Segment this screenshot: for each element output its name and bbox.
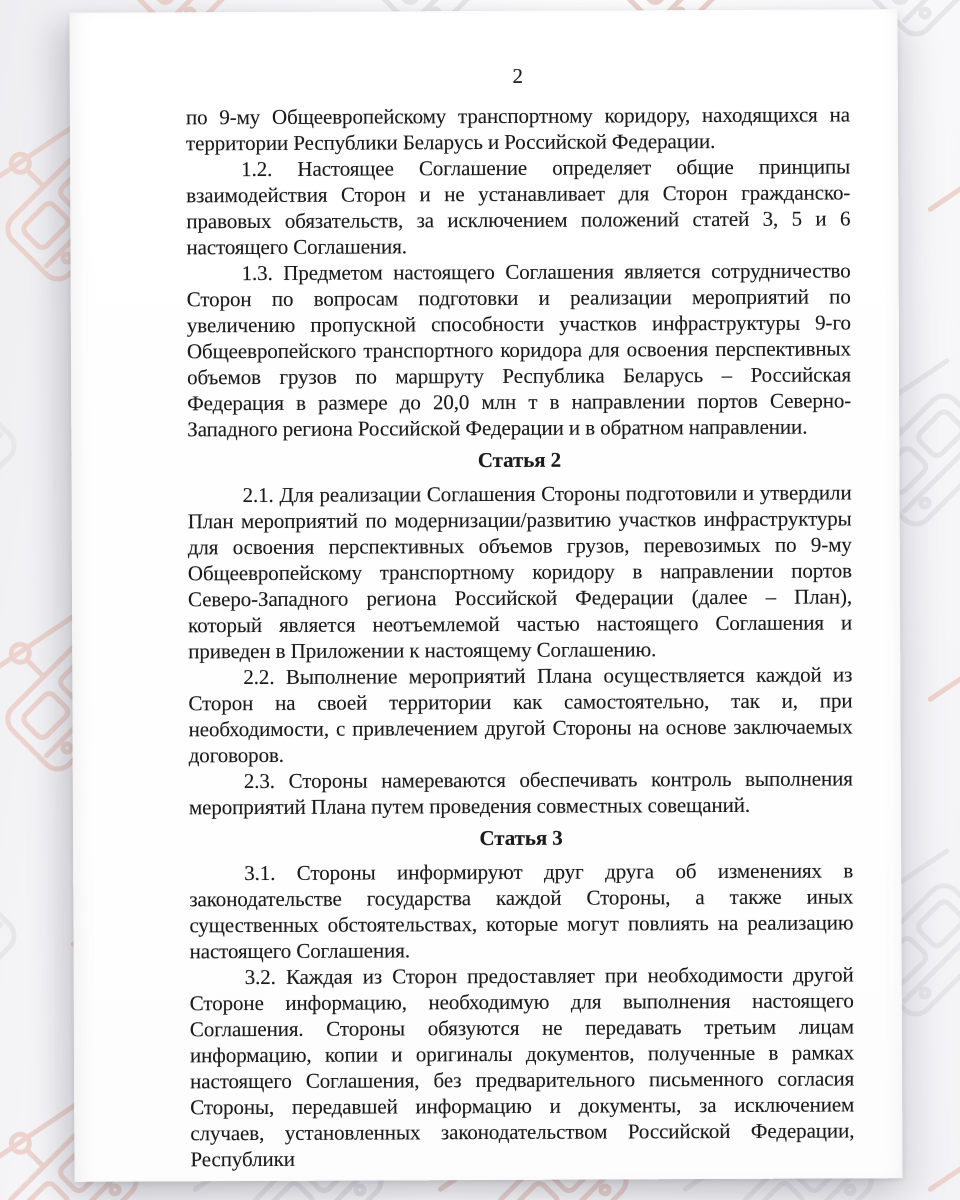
document-page bbox=[69, 9, 902, 1182]
paragraph-3-1: 3.1. Стороны информируют друг друга об изменениях в законодательстве государства каждой Стороны, а также иных существенных обстоятельствах, которые могут повлиять на реализацию настоящего Соглашения. bbox=[189, 858, 854, 964]
heading-article-3: Статья 3 bbox=[479, 825, 563, 851]
paragraph-2-2: 2.2. Выполнение мероприятий Плана осуществляется каждой из Сторон на своей территории как самостоятельно, так и, при необходимости, с привлечением другой Стороны на основе заключаемых договоров. bbox=[188, 662, 853, 768]
paragraph-1-2: 1.2. Настоящее Соглашение определяет общие принципы взаимодействия Сторон и не устанавливает для Сторон гражданско-правовых обязательств, за исключением положений статей 3, 5 и 6 настоящего Соглашения. bbox=[186, 154, 851, 260]
paragraph-1-1-continued: по 9-му Общеевропейскому транспортному коридору, находящихся на территории Республики Беларусь и Российской Федерации. bbox=[185, 102, 850, 156]
page-content bbox=[69, 9, 902, 1173]
paragraph-1-3: 1.3. Предметом настоящего Соглашения является сотрудничество Сторон по вопросам подготовки и реализации мероприятий по увеличению пропускной способности участков инфраструктуры 9-го Общеевропейского транспортного коридора для освоения перспективных объемов грузов по маршруту Республика Беларусь – Российская Федерация в размере до 20,0 млн т в направлении портов Северно-Западного региона Российской Федерации и в обратном направлении. bbox=[186, 258, 852, 442]
heading-article-2: Статья 2 bbox=[477, 447, 562, 473]
paragraph-2-1: 2.1. Для реализации Соглашения Стороны подготовили и утвердили План мероприятий по модернизации/развитию участков инфраструктуры для освоения перспективных объемов грузов, перевозимых по 9-му Общеевропейскому транспортному коридору в направлении портов Северо-Западного региона Российской Федерации (далее – План), который является неотъемлемой частью настоящего Соглашения и приведен в Приложении к настоящему Соглашению. bbox=[187, 480, 853, 664]
page-number: 2 bbox=[512, 63, 523, 88]
paragraph-2-3: 2.3. Стороны намереваются обеспечивать контроль выполнения мероприятий Плана путем проведения совместных совещаний. bbox=[188, 766, 853, 820]
paragraph-3-2: 3.2. Каждая из Сторон предоставляет при необходимости другой Стороне информацию, необходимую для выполнения настоящего Соглашения. Стороны обязуются не передавать третьим лицам информацию, копии и оригиналы документов, полученные в рамках настоящего Соглашения, без предварительного письменного согласия Стороны, передавшей информацию и документы, за исключением случаев, установленных законодательством Российской Федерации, Республики bbox=[189, 962, 855, 1172]
